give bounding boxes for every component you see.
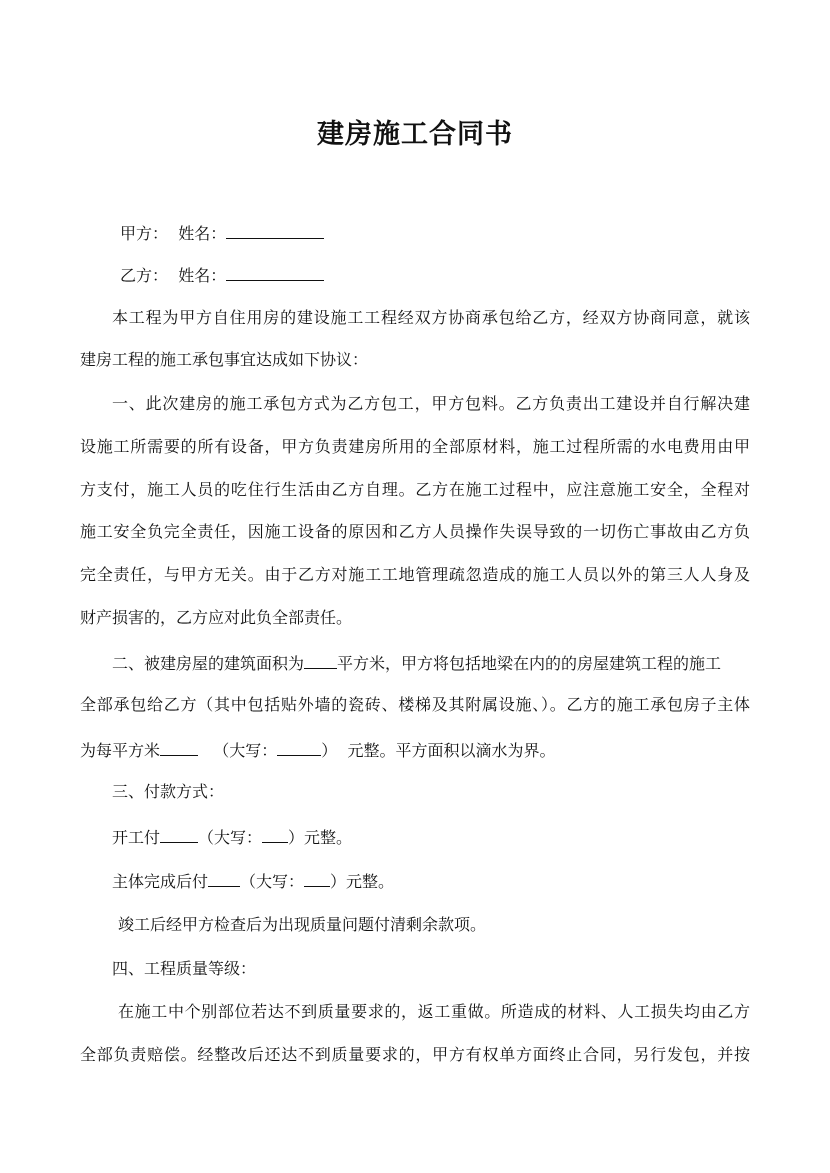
section2-text: 平方米，甲方将包括地梁在内的的房屋建筑工程的施工 (337, 654, 722, 673)
party-b-name-label: 姓名： (178, 266, 227, 285)
section4-line: 在施工中个别部位若达不到质量要求的，返工重做。所造成的材料、人工损失均由乙方 (118, 1002, 750, 1021)
section2-line: 全部承包给乙方（其中包括贴外墙的瓷砖、楼梯及其附属设施、）。乙方的施工承包房子主体 (80, 695, 750, 714)
section1-line: 财产损害的，乙方应对此负全部责任。 (80, 608, 353, 627)
section3-text: （大写： (240, 872, 305, 891)
main-payment-blank[interactable] (208, 869, 240, 887)
document-title: 建房施工合同书 (317, 119, 513, 150)
section3-text: 主体完成后付 (112, 872, 209, 891)
section3-text: 开工付 (112, 828, 161, 847)
area-blank[interactable] (304, 651, 337, 669)
section1-line: 方支付，施工人员的吃住行生活由乙方自理。乙方在施工过程中，应注意施工安全，全程对 (80, 480, 750, 499)
section2-text: ） (321, 741, 338, 760)
section1-line: 一、此次建房的施工承包方式为乙方包工，甲方包料。乙方负责出工建设并自行解决建 (112, 394, 750, 413)
section2-text: 二、被建房屋的建筑面积为 (112, 654, 305, 673)
section4-heading: 四、工程质量等级： (112, 959, 257, 978)
section1-line: 设施工所需要的所有设备，甲方负责建房所用的全部原材料，施工过程所需的水电费用由甲 (80, 437, 750, 456)
party-a-label: 甲方： (120, 224, 169, 243)
intro-line: 建房工程的施工承包事宜达成如下协议： (80, 350, 369, 369)
party-a-name-label: 姓名： (178, 224, 227, 243)
start-payment-words-blank[interactable] (262, 825, 288, 843)
section3-text: （大写： (198, 828, 263, 847)
unit-price-blank[interactable] (160, 738, 198, 756)
main-payment-line (80, 869, 750, 891)
party-b-label: 乙方： (120, 266, 169, 285)
section2-text: 元整。平方面积以滴水为界。 (347, 741, 556, 760)
party-a-name-blank[interactable] (226, 221, 324, 239)
party-a-line (120, 221, 790, 243)
section4-line: 全部负责赔偿。经整改后还达不到质量要求的，甲方有权单方面终止合同，另行发包，并按 (80, 1045, 750, 1064)
start-payment-line (80, 825, 750, 847)
section3-heading: 三、付款方式： (112, 782, 225, 801)
section2-text: （大写： (213, 741, 278, 760)
party-b-line (120, 263, 790, 285)
section1-line: 施工安全负完全责任，因施工设备的原因和乙方人员操作失误导致的一切伤亡事故由乙方负 (80, 522, 750, 541)
section2-line (80, 651, 750, 673)
final-payment-line: 竣工后经甲方检查后为出现质量问题付清剩余款项。 (118, 915, 487, 934)
main-payment-words-blank[interactable] (304, 869, 330, 887)
intro-line: 本工程为甲方自住用房的建设施工工程经双方协商承包给乙方，经双方协商同意，就该 (112, 308, 750, 327)
party-b-name-blank[interactable] (226, 263, 324, 281)
start-payment-blank[interactable] (160, 825, 198, 843)
section3-text: ）元整。 (288, 828, 353, 847)
section1-line: 完全责任，与甲方无关。由于乙方对施工工地管理疏忽造成的施工人员以外的第三人人身及 (80, 565, 750, 584)
unit-price-words-blank[interactable] (277, 738, 321, 756)
section2-line (80, 738, 750, 760)
section2-text: 为每平方米 (80, 741, 161, 760)
section3-text: ）元整。 (330, 872, 395, 891)
